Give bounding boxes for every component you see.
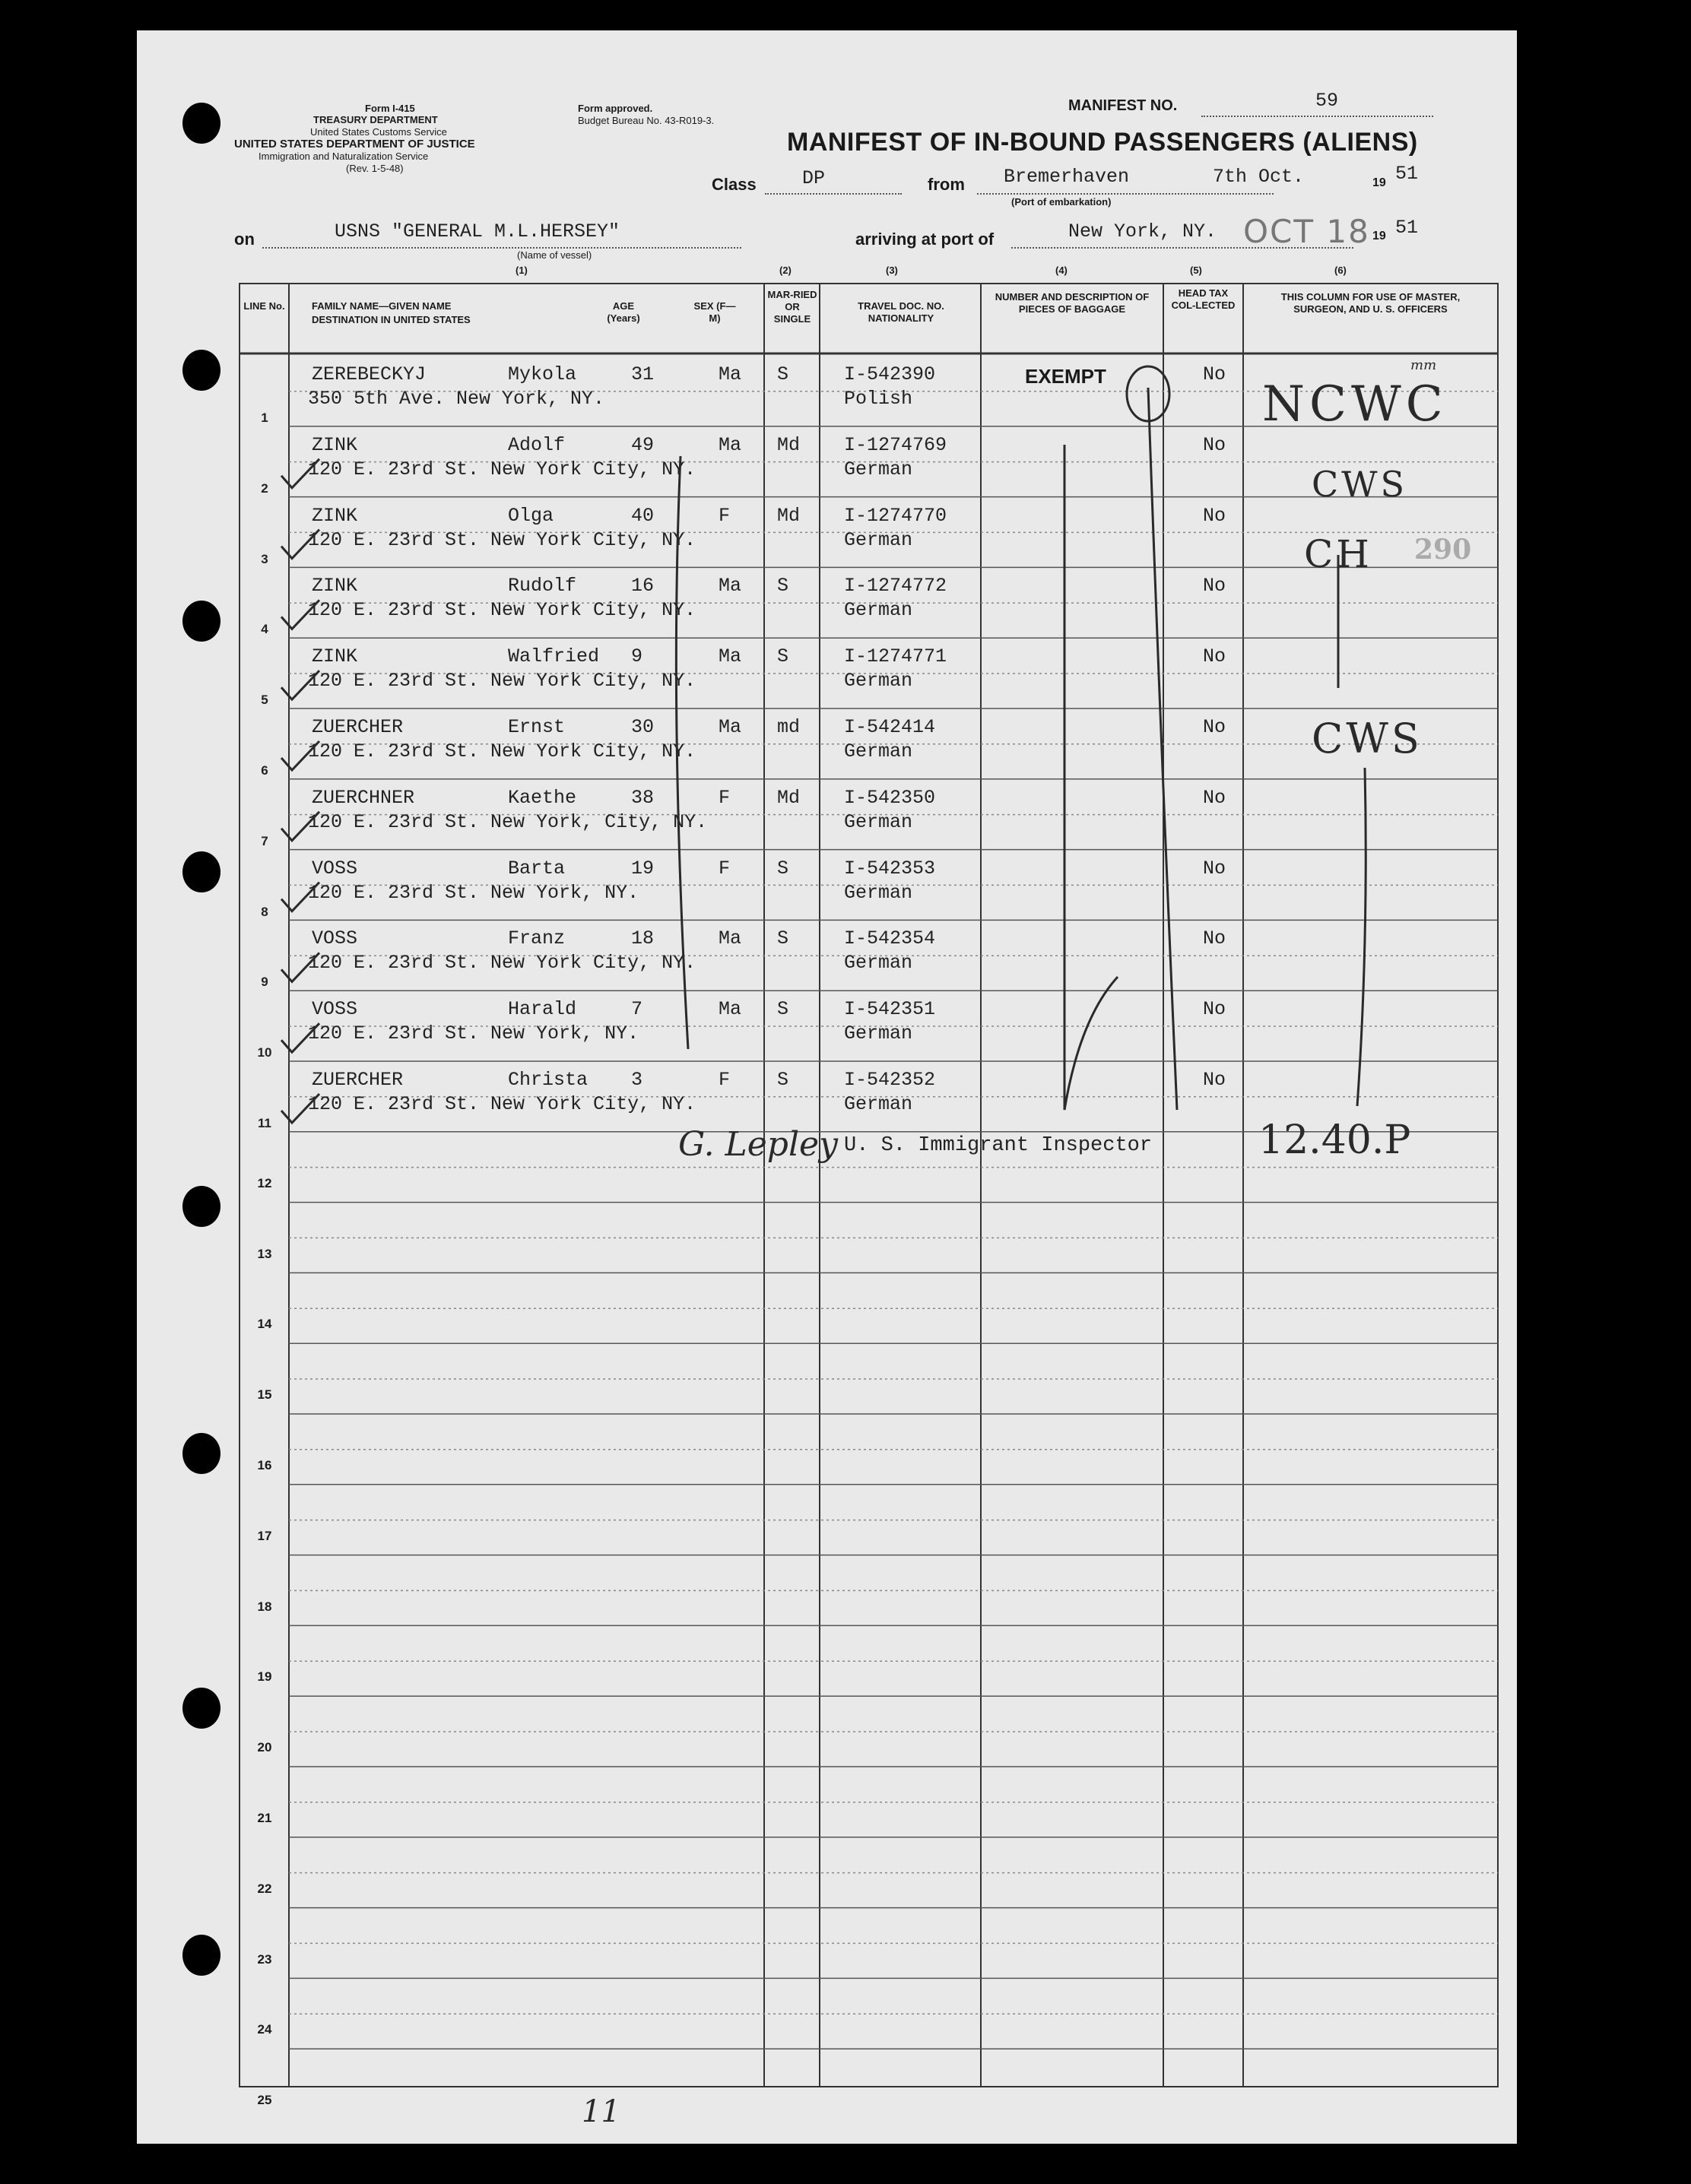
col-header-travel-doc: TRAVEL DOC. NO. NATIONALITY [858,300,944,324]
stamp-number: 290 [1414,534,1472,566]
cell-ms: S [777,1069,789,1091]
cell-dest: 120 E. 23rd St. New York City, NY. [308,458,696,480]
punch-hole [182,350,220,391]
cell-dest: 120 E. 23rd St. New York City, NY. [308,952,696,975]
class-label: Class [712,175,757,194]
cell-dest: 120 E. 23rd St. New York, NY. [308,1022,639,1045]
cell-nat: German [844,810,913,833]
cell-family: VOSS [312,927,358,950]
cell-family: ZEREBECKYJ [312,363,427,385]
punch-hole [182,103,220,144]
empty-line-number: 19 [257,1669,272,1685]
cell-line: 2 [261,480,268,496]
cell-dest: 350 5th Ave. New York, NY. [308,388,605,410]
date-value: 7th Oct. [1213,166,1305,188]
cell-sex: Ma [719,716,742,738]
cws-note-1: CWS [1312,464,1407,505]
cell-sex: F [719,857,731,880]
cell-tax: No [1203,1069,1226,1091]
empty-line-number: 14 [257,1317,272,1332]
cell-nat: German [844,599,913,622]
cell-tax: No [1203,857,1226,880]
cell-sex: Ma [719,575,742,598]
col-num-3: (3) [886,265,898,276]
cell-given: Ernst [508,716,566,738]
cell-ms: S [777,363,789,385]
from-label: from [928,175,965,194]
cell-age: 49 [631,433,655,456]
cell-tax: No [1203,998,1226,1021]
empty-line-number: 18 [257,1599,272,1614]
cell-given: Harald [508,998,577,1021]
arriving-label: arriving at port of [855,230,995,249]
cell-family: ZINK [312,433,358,456]
vessel-name: USNS "GENERAL M.L.HERSEY" [335,220,620,242]
from-value: Bremerhaven [1004,166,1130,188]
cell-nat: German [844,670,913,693]
cell-age: 7 [631,998,643,1021]
col-num-1: (1) [516,265,528,276]
cell-ms: S [777,927,789,950]
empty-line-number: 13 [257,1246,272,1261]
empty-line-number: 24 [257,2022,272,2037]
punch-hole [182,601,220,642]
cell-family: VOSS [312,857,358,880]
time-note: 12.40.P [1258,1117,1411,1163]
cell-doc: I-1274769 [844,433,947,456]
col-num-5: (5) [1190,265,1202,276]
cell-dest: 120 E. 23rd St. New York City, NY. [308,528,696,551]
cell-line: 3 [261,551,268,566]
cell-dest: 120 E. 23rd St. New York City, NY. [308,599,696,622]
col-header-destination: DESTINATION IN UNITED STATES [312,314,471,325]
cell-line: 6 [261,763,268,778]
manifest-no-label: MANIFEST NO. [1068,97,1178,114]
cell-line: 11 [258,1116,271,1130]
cell-family: ZUERCHNER [312,786,415,809]
manifest-no: 59 [1315,90,1339,112]
check-mark [281,530,319,559]
cell-sex: Ma [719,645,742,668]
inspector-title: U. S. Immigrant Inspector [844,1134,1153,1157]
cell-nat: Polish [844,388,913,410]
col-header-line: LINE No. [243,300,285,312]
cell-line: 5 [261,693,268,708]
year-prefix: 19 [1372,176,1386,189]
mm-note: mm [1410,357,1437,373]
cell-family: ZUERCHER [312,1069,404,1091]
cell-age: 38 [631,786,655,809]
class-value: DP [802,167,826,189]
cell-given: Franz [508,927,566,950]
cell-age: 16 [631,575,655,598]
vessel-label: (Name of vessel) [517,249,592,261]
cell-age: 19 [631,857,655,880]
pen-marks [137,30,1517,2144]
cell-sex: F [719,1069,731,1091]
cell-ms: Md [777,433,801,456]
cell-ms: md [777,716,801,738]
cell-given: Adolf [508,433,566,456]
cell-tax: No [1203,716,1226,738]
empty-line-number: 25 [257,2093,272,2108]
arrival-date-stamp: OCT 18 [1243,213,1370,250]
revision: (Rev. 1-5-48) [346,163,404,174]
cell-ms: S [777,645,789,668]
cell-dest: 120 E. 23rd St. New York, NY. [308,881,639,904]
empty-line-number: 22 [257,1881,272,1896]
port-embarkation-label: (Port of embarkation) [1011,196,1112,208]
on-label: on [234,230,255,249]
cell-line: 7 [261,833,268,848]
empty-line-number: 21 [257,1811,272,1825]
arriving-port: New York, NY. [1068,220,1217,242]
cell-age: 40 [631,504,655,527]
cell-ms: Md [777,504,801,527]
cell-given: Mykola [508,363,577,385]
form-approved: Form approved. [578,103,653,114]
cell-nat: German [844,952,913,975]
col-header-head-tax: HEAD TAX COL-LECTED [1171,287,1236,311]
budget-bureau: Budget Bureau No. 43-R019-3. [578,115,715,126]
punch-hole [182,1186,220,1227]
col-num-2: (2) [779,265,792,276]
cell-nat: German [844,458,913,480]
col-num-4: (4) [1055,265,1068,276]
cell-doc: I-1274772 [844,575,947,598]
cell-ms: S [777,857,789,880]
cell-doc: I-542352 [844,1069,936,1091]
cell-given: Kaethe [508,786,577,809]
exempt-stamp: EXEMPT [1025,365,1106,388]
check-mark [281,741,319,770]
cell-sex: Ma [719,927,742,950]
cell-tax: No [1203,927,1226,950]
col-header-officers: THIS COLUMN FOR USE OF MASTER, SURGEON, AND U. S. OFFICERS [1280,291,1461,315]
cell-dest: 120 E. 23rd St. New York City, NY. [308,1093,696,1115]
cell-given: Rudolf [508,575,577,598]
cell-given: Christa [508,1069,589,1091]
empty-line-number: 23 [257,1951,272,1967]
col-header-age: AGE (Years) [607,300,640,324]
cell-nat: German [844,740,913,762]
punch-hole [182,1688,220,1729]
cell-given: Walfried [508,645,600,668]
cell-ms: Md [777,786,801,809]
cell-age: 3 [631,1069,643,1091]
cell-doc: I-542353 [844,857,936,880]
cell-tax: No [1203,786,1226,809]
cell-tax: No [1203,575,1226,598]
cell-dest: 120 E. 23rd St. New York, City, NY. [308,810,708,833]
empty-line-number: 12 [257,1175,272,1190]
dept-treasury: TREASURY DEPARTMENT [313,114,438,125]
cell-tax: No [1203,433,1226,456]
cell-tax: No [1203,363,1226,385]
check-mark [281,459,319,488]
cell-ms: S [777,998,789,1021]
cell-tax: No [1203,645,1226,668]
check-mark [281,883,319,911]
form-number: Form I-415 [365,103,415,114]
col-header-baggage: NUMBER AND DESCRIPTION OF PIECES OF BAGGAGE [995,291,1150,315]
cell-dest: 120 E. 23rd St. New York City, NY. [308,670,696,693]
cell-line: 9 [261,975,268,990]
col-header-sex: SEX (F—M) [693,300,736,324]
empty-line-number: 15 [257,1387,272,1403]
cell-nat: German [844,1022,913,1045]
cell-doc: I-1274770 [844,504,947,527]
col-header-married: MAR-RIED OR SINGLE [767,289,817,325]
check-mark [281,1094,319,1123]
empty-line-number: 16 [257,1458,272,1472]
cell-tax: No [1203,504,1226,527]
col-num-6: (6) [1334,265,1347,276]
manifest-page [137,30,1517,2144]
check-mark [281,1023,319,1052]
cell-age: 31 [631,363,655,385]
cell-family: ZUERCHER [312,716,404,738]
cell-line: 4 [261,622,268,637]
inspector-signature: G. Lepley [678,1125,838,1164]
cell-nat: German [844,1093,913,1115]
cell-doc: I-542390 [844,363,936,385]
dept-justice: UNITED STATES DEPARTMENT OF JUSTICE [234,138,475,151]
punch-hole [182,1433,220,1474]
arrival-year-prefix: 19 [1372,230,1386,242]
punch-hole [182,1935,220,1976]
year-value: 51 [1395,163,1419,185]
cell-given: Olga [508,504,554,527]
cell-family: VOSS [312,998,358,1021]
col-header-name: FAMILY NAME—GIVEN NAME [312,300,452,312]
bottom-mark: 11 [582,2094,620,2129]
cell-given: Barta [508,857,566,880]
cell-doc: I-1274771 [844,645,947,668]
empty-line-number: 17 [257,1528,272,1543]
manifest-title: MANIFEST OF IN-BOUND PASSENGERS (ALIENS) [787,128,1418,157]
cell-sex: Ma [719,433,742,456]
cell-age: 18 [631,927,655,950]
cws-note-2: CWS [1312,715,1423,762]
empty-line-number: 20 [257,1740,272,1755]
cell-age: 30 [631,716,655,738]
ch-note: CH [1304,532,1372,576]
cell-sex: F [719,504,731,527]
check-mark [281,812,319,841]
cell-doc: I-542414 [844,716,936,738]
check-mark [281,953,319,981]
check-mark [281,600,319,629]
cell-line: 1 [261,410,268,425]
cell-family: ZINK [312,504,358,527]
punch-hole [182,851,220,892]
cell-doc: I-542354 [844,927,936,950]
cell-sex: Ma [719,998,742,1021]
cell-nat: German [844,528,913,551]
cell-doc: I-542350 [844,786,936,809]
ncwc-note: NCWC [1262,376,1448,433]
cell-dest: 120 E. 23rd St. New York City, NY. [308,740,696,762]
cell-age: 9 [631,645,643,668]
cell-sex: F [719,786,731,809]
arrival-year: 51 [1395,217,1419,239]
cell-nat: German [844,881,913,904]
cell-line: 8 [261,904,268,919]
cell-doc: I-542351 [844,998,936,1021]
cell-family: ZINK [312,575,358,598]
check-mark [281,670,319,699]
cell-line: 10 [257,1045,272,1060]
cell-ms: S [777,575,789,598]
cell-family: ZINK [312,645,358,668]
dept-treasury-sub: United States Customs Service [310,126,447,138]
dept-justice-sub: Immigration and Naturalization Service [259,151,429,162]
cell-sex: Ma [719,363,742,385]
